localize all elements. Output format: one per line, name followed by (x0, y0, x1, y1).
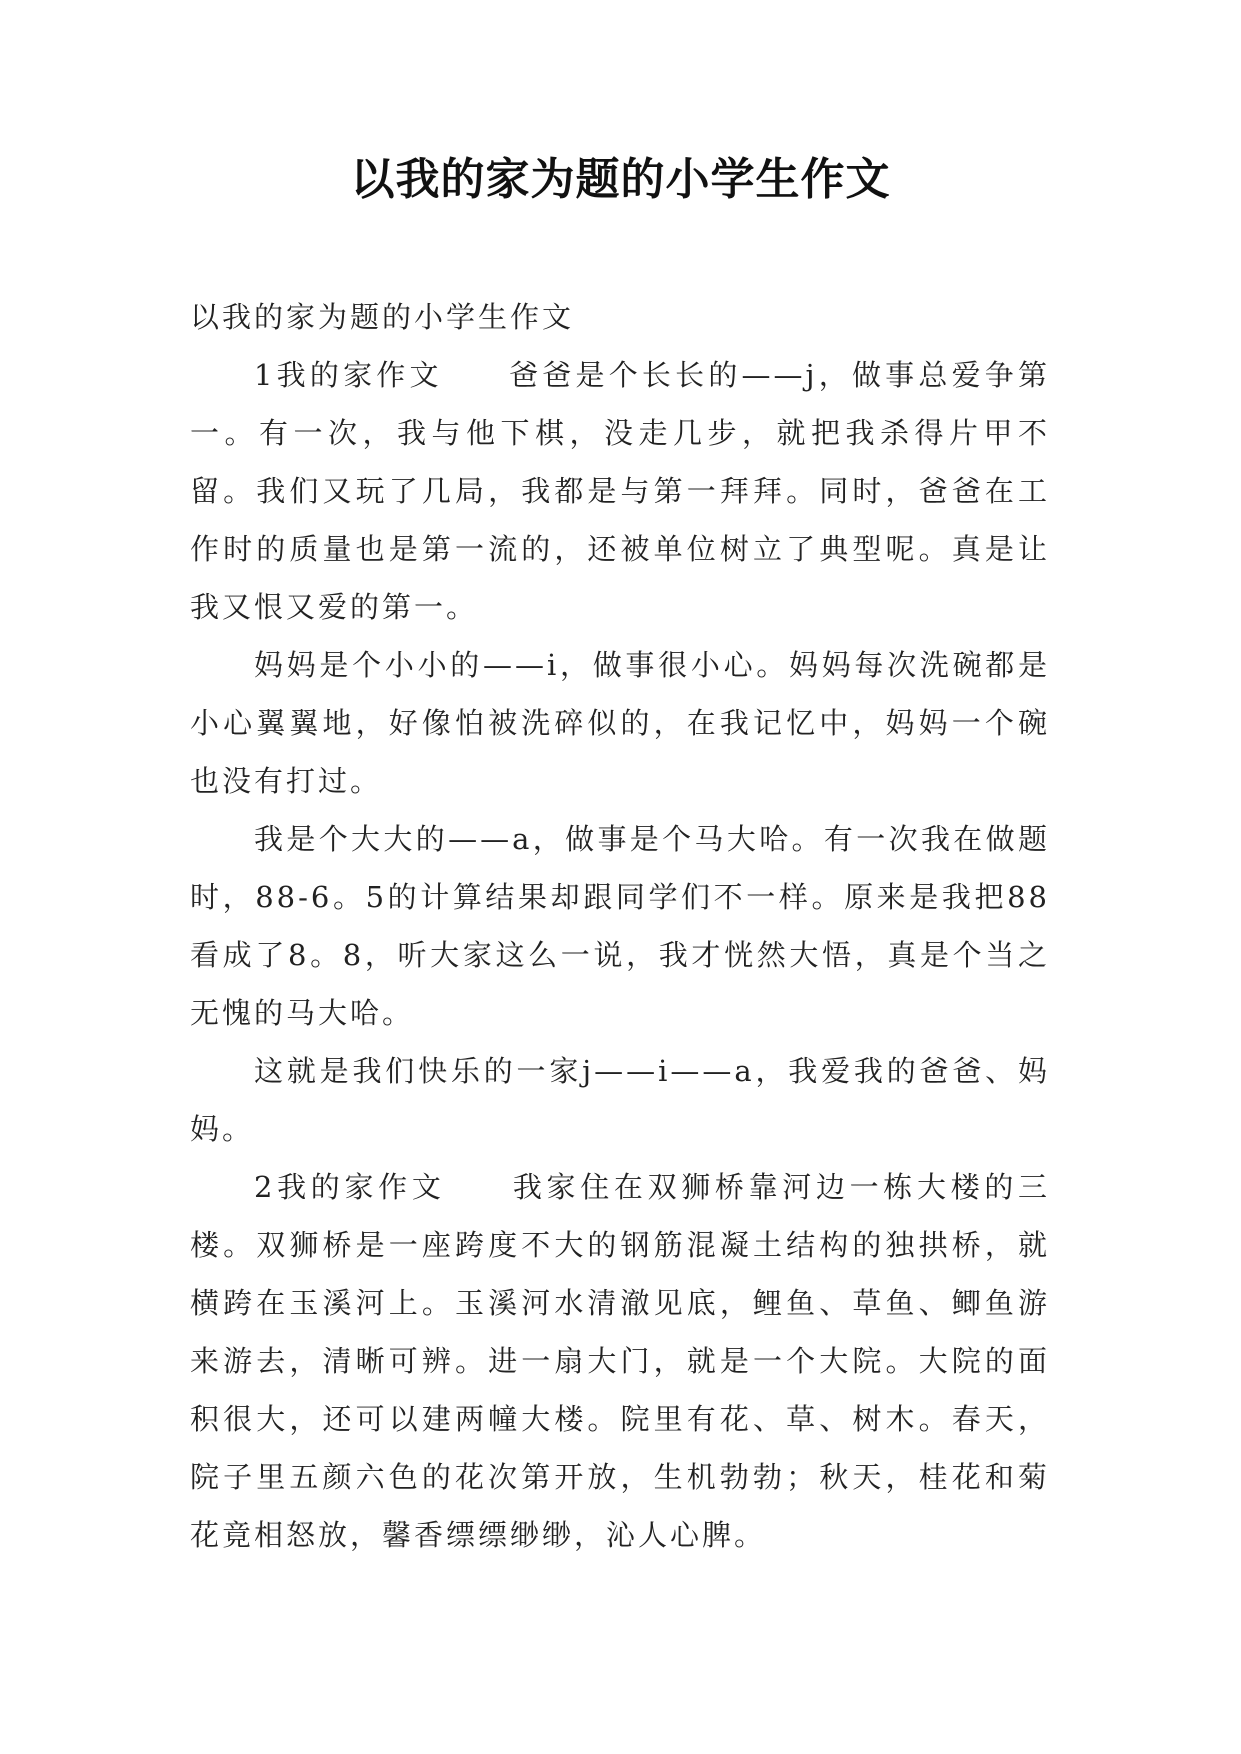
paragraph-2: 妈妈是个小小的——i，做事很小心。妈妈每次洗碗都是小心翼翼地，好像怕被洗碎似的，在我记忆中，妈妈一个碗也没有打过。 (190, 648, 1050, 798)
paragraph-4: 这就是我们快乐的一家j——i——a，我爱我的爸爸、妈妈。 (190, 1054, 1050, 1146)
document-title: 以我的家为题的小学生作文 (350, 154, 891, 205)
paragraph-5: 2我的家作文 我家住在双狮桥靠河边一栋大楼的三楼。双狮桥是一座跨度不大的钢筋混凝土结构的独拱桥，就横跨在玉溪河上。玉溪河水清澈见底，鲤鱼、草鱼、鲫鱼游来游去，清晰可辨。进一扇大门，就是一个大院。大院的面积很大，还可以建两幢大楼。院里有花、草、树木。春天，院子里五颜六色的花次第开放，生机勃勃；秋天，桂花和菊花竟相怒放，馨香缥缥缈缈，沁人心脾。 (190, 1170, 1050, 1552)
subtitle-paragraph: 以我的家为题的小学生作文 (190, 300, 575, 334)
paragraph-1: 1我的家作文 爸爸是个长长的——j，做事总爱争第一。有一次，我与他下棋，没走几步，就把我杀得片甲不留。我们又玩了几局，我都是与第一拜拜。同时，爸爸在工作时的质量也是第一流的，还被单位树立了典型呢。真是让我又恨又爱的第一。 (190, 358, 1050, 624)
document-body (190, 288, 1050, 1564)
paragraph-3: 我是个大大的——a，做事是个马大哈。有一次我在做题时，88-6。5的计算结果却跟同学们不一样。原来是我把88看成了8。8，听大家这么一说，我才恍然大悟，真是个当之无愧的马大哈。 (190, 822, 1050, 1030)
